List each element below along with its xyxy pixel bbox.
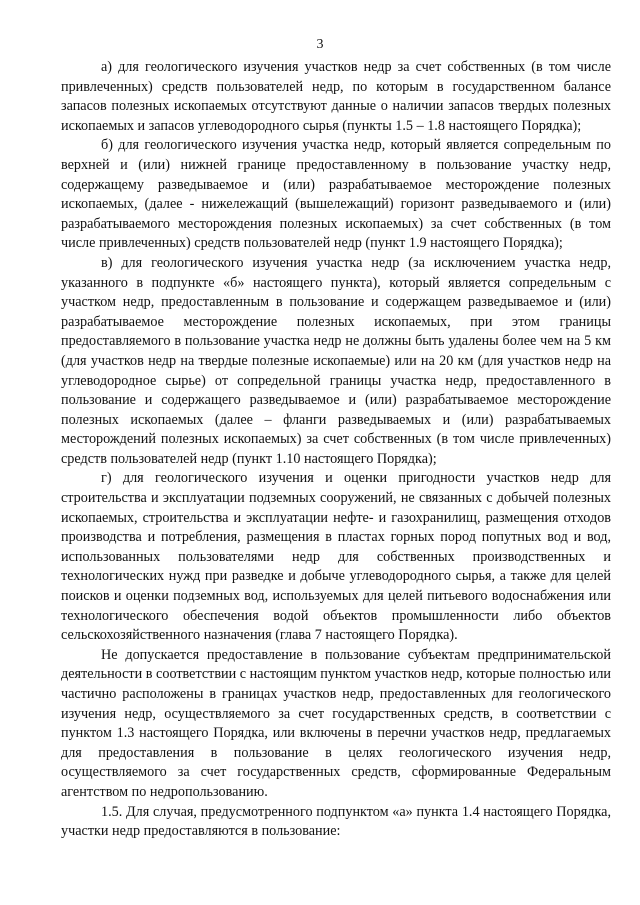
paragraph-subitem-g: г) для геологического изучения и оценки пригодности участков недр для строительства и эксплуатации подземных сооружений, не связанных с добычей полезных ископаемых, строительства и эксплуатации нефте- и газохранилищ, размещения отходов производства и потребления, размещения в пластах горных пород попутных вод и вод, использованных пользователями недр для собственных производственных и технологических нужд при разведке и добыче углеводородного сырья, а также для целей поисков и оценки подземных вод, используемых для целей питьевого водоснабжения или технологического обеспечения водой объектов промышленности либо объектов сельскохозяйственного назначения (глава 7 настоящего Порядка). <box>61 470 611 644</box>
paragraph-subitem-a: а) для геологического изучения участков недр за счет собственных (в том числе привлеченных) средств пользователей недр, по которым в государственном балансе запасов полезных ископаемых отсутствуют данные о наличии запасов твердых полезных ископаемых и запасов углеводородного сырья (пункты 1.5 – 1.8 настоящего Порядка); <box>61 59 611 134</box>
paragraph-subitem-b: б) для геологического изучения участка недр, который является сопредельным по верхней и (или) нижней границе предоставленному в пользование участку недр, содержащему разведываемое и (или) разрабатываемое месторождение полезных ископаемых, (далее - нижележащий (вышележащий) горизонт разведываемого и (или) разрабатываемого месторождения полезных ископаемых) за счет собственных (в том числе привлеченных) средств пользователей недр (пункт 1.9 настоящего Порядка); <box>61 137 611 252</box>
paragraph-1-5: 1.5. Для случая, предусмотренного подпунктом «а» пункта 1.4 настоящего Порядка, участки недр предоставляются в пользование: <box>61 803 611 840</box>
paragraph-subitem-v: в) для геологического изучения участка недр (за исключением участка недр, указанного в подпункте «б» настоящего пункта), который является сопредельным с участком недр, предоставленным в пользование и содержащем разведываемое и (или) разрабатываемое месторождение полезных ископаемых, при этом границы предоставляемого в пользование участка недр не должны быть удалены более чем на 5 км (для участков недр на твердые полезные ископаемые) или на 20 км (для участков недр на углеводородное сырье) от сопредельной границы участка недр, предоставленного в пользование и содержащего разведываемое и (или) разрабатываемое месторождение полезных ископаемых (далее – фланги разведываемых и (или) разрабатываемых месторождений полезных ископаемых) за счет собственных (в том числе привлеченных) средств пользователей недр (пункт 1.10 настоящего Порядка); <box>61 254 611 467</box>
paragraph-restriction: Не допускается предоставление в пользование субъектам предпринимательской деятельности в соответствии с настоящим пунктом участков недр, которые полностью или частично расположены в границах участков недр, предоставленных для геологического изучения недр, осуществляемого за счет государственных средств, в соответствии с пунктом 1.3 настоящего Порядка, или включены в перечни участков недр, предлагаемых для предоставления в пользование в целях геологического изучения недр, осуществляемого за счет государственных средств, сформированные Федеральным агентством по недропользованию. <box>61 646 611 800</box>
page-number: 3 <box>316 37 324 52</box>
document-body <box>61 58 611 842</box>
